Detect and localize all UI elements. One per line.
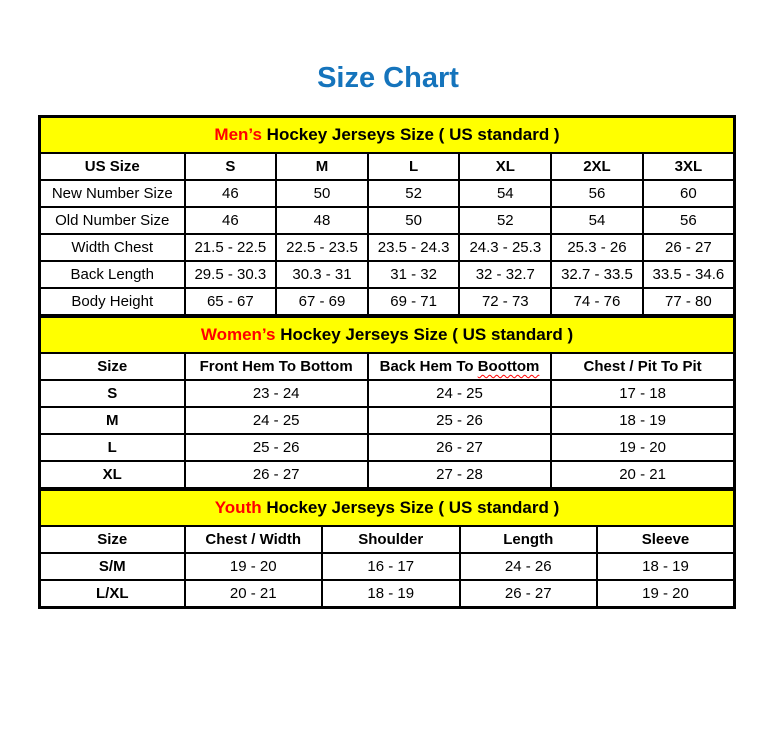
size-value-cell: 24.3 - 25.3 xyxy=(459,234,551,261)
row-label: M xyxy=(40,407,185,434)
youth-header-sleeve: Sleeve xyxy=(597,526,735,553)
womens-header-chest: Chest / Pit To Pit xyxy=(551,353,734,380)
size-value-cell: 25 - 26 xyxy=(185,434,368,461)
row-label: Old Number Size xyxy=(40,207,185,234)
size-value-cell: 52 xyxy=(459,207,551,234)
page-title: Size Chart xyxy=(317,62,459,94)
size-value-cell: 50 xyxy=(368,207,460,234)
youth-size-table xyxy=(38,488,736,609)
mens-banner-highlight: Men’s xyxy=(214,125,262,144)
mens-header-xl: XL xyxy=(459,153,551,180)
row-label: New Number Size xyxy=(40,180,185,207)
size-value-cell: 26 - 27 xyxy=(460,580,598,608)
mens-row-back-length xyxy=(40,261,735,288)
size-value-cell: 50 xyxy=(276,180,368,207)
size-value-cell: 54 xyxy=(459,180,551,207)
size-value-cell: 24 - 25 xyxy=(185,407,368,434)
size-value-cell: 20 - 21 xyxy=(185,580,323,608)
mens-row-width-chest xyxy=(40,234,735,261)
mens-size-table xyxy=(38,115,736,317)
size-value-cell: 46 xyxy=(185,180,277,207)
size-value-cell: 60 xyxy=(643,180,735,207)
size-value-cell: 32.7 - 33.5 xyxy=(551,261,643,288)
size-value-cell: 23 - 24 xyxy=(185,380,368,407)
youth-banner-rest: Hockey Jerseys Size ( US standard ) xyxy=(261,498,560,517)
size-value-cell: 25.3 - 26 xyxy=(551,234,643,261)
mens-banner-text xyxy=(40,117,735,154)
size-value-cell: 18 - 19 xyxy=(551,407,734,434)
size-value-cell: 56 xyxy=(643,207,735,234)
size-value-cell: 16 - 17 xyxy=(322,553,460,580)
size-value-cell: 25 - 26 xyxy=(368,407,551,434)
row-label: L xyxy=(40,434,185,461)
size-value-cell: 33.5 - 34.6 xyxy=(643,261,735,288)
youth-row-sm xyxy=(40,553,735,580)
size-value-cell: 56 xyxy=(551,180,643,207)
size-value-cell: 67 - 69 xyxy=(276,288,368,316)
womens-header-row xyxy=(40,353,735,380)
mens-banner xyxy=(40,117,735,154)
row-label: Width Chest xyxy=(40,234,185,261)
size-chart-container xyxy=(38,115,736,609)
size-value-cell: 22.5 - 23.5 xyxy=(276,234,368,261)
size-value-cell: 17 - 18 xyxy=(551,380,734,407)
womens-header-back-hem xyxy=(368,353,551,380)
womens-banner xyxy=(40,317,735,354)
youth-header-row xyxy=(40,526,735,553)
size-value-cell: 31 - 32 xyxy=(368,261,460,288)
mens-header-3xl: 3XL xyxy=(643,153,735,180)
size-value-cell: 65 - 67 xyxy=(185,288,277,316)
womens-header-size: Size xyxy=(40,353,185,380)
youth-banner-text xyxy=(40,490,735,527)
size-value-cell: 19 - 20 xyxy=(597,580,735,608)
mens-banner-rest: Hockey Jerseys Size ( US standard ) xyxy=(261,125,560,144)
size-value-cell: 30.3 - 31 xyxy=(276,261,368,288)
size-value-cell: 19 - 20 xyxy=(551,434,734,461)
youth-row-lxl xyxy=(40,580,735,608)
mens-row-old-number-size xyxy=(40,207,735,234)
size-value-cell: 19 - 20 xyxy=(185,553,323,580)
size-value-cell: 24 - 25 xyxy=(368,380,551,407)
size-value-cell: 18 - 19 xyxy=(322,580,460,608)
size-value-cell: 20 - 21 xyxy=(551,461,734,489)
size-value-cell: 26 - 27 xyxy=(368,434,551,461)
row-label: XL xyxy=(40,461,185,489)
womens-banner-text xyxy=(40,317,735,354)
size-value-cell: 52 xyxy=(368,180,460,207)
size-value-cell: 32 - 32.7 xyxy=(459,261,551,288)
size-value-cell: 26 - 27 xyxy=(643,234,735,261)
mens-header-s: S xyxy=(185,153,277,180)
womens-row-l xyxy=(40,434,735,461)
size-value-cell: 21.5 - 22.5 xyxy=(185,234,277,261)
youth-header-shoulder: Shoulder xyxy=(322,526,460,553)
mens-header-us-size: US Size xyxy=(40,153,185,180)
youth-banner-highlight: Youth xyxy=(214,498,262,517)
mens-row-new-number-size xyxy=(40,180,735,207)
row-label: L/XL xyxy=(40,580,185,608)
size-value-cell: 46 xyxy=(185,207,277,234)
row-label: S xyxy=(40,380,185,407)
womens-size-table xyxy=(38,315,736,490)
youth-banner xyxy=(40,490,735,527)
size-value-cell: 24 - 26 xyxy=(460,553,598,580)
row-label: S/M xyxy=(40,553,185,580)
mens-header-row xyxy=(40,153,735,180)
womens-row-s xyxy=(40,380,735,407)
size-value-cell: 48 xyxy=(276,207,368,234)
size-value-cell: 72 - 73 xyxy=(459,288,551,316)
size-value-cell: 74 - 76 xyxy=(551,288,643,316)
size-value-cell: 54 xyxy=(551,207,643,234)
size-value-cell: 18 - 19 xyxy=(597,553,735,580)
womens-banner-rest: Hockey Jerseys Size ( US standard ) xyxy=(275,325,574,344)
youth-header-length: Length xyxy=(460,526,598,553)
mens-header-m: M xyxy=(276,153,368,180)
row-label: Body Height xyxy=(40,288,185,316)
womens-row-m xyxy=(40,407,735,434)
size-value-cell: 77 - 80 xyxy=(643,288,735,316)
mens-header-2xl: 2XL xyxy=(551,153,643,180)
row-label: Back Length xyxy=(40,261,185,288)
back-hem-misspelled-word: Boottom xyxy=(477,358,540,375)
youth-header-chest-width: Chest / Width xyxy=(185,526,323,553)
mens-header-l: L xyxy=(368,153,460,180)
back-hem-prefix: Back Hem To xyxy=(379,358,478,375)
size-value-cell: 26 - 27 xyxy=(185,461,368,489)
womens-row-xl xyxy=(40,461,735,489)
youth-header-size: Size xyxy=(40,526,185,553)
size-value-cell: 69 - 71 xyxy=(368,288,460,316)
womens-header-front-hem: Front Hem To Bottom xyxy=(185,353,368,380)
size-value-cell: 29.5 - 30.3 xyxy=(185,261,277,288)
mens-row-body-height xyxy=(40,288,735,316)
womens-banner-highlight: Women’s xyxy=(200,325,276,344)
size-value-cell: 23.5 - 24.3 xyxy=(368,234,460,261)
size-value-cell: 27 - 28 xyxy=(368,461,551,489)
